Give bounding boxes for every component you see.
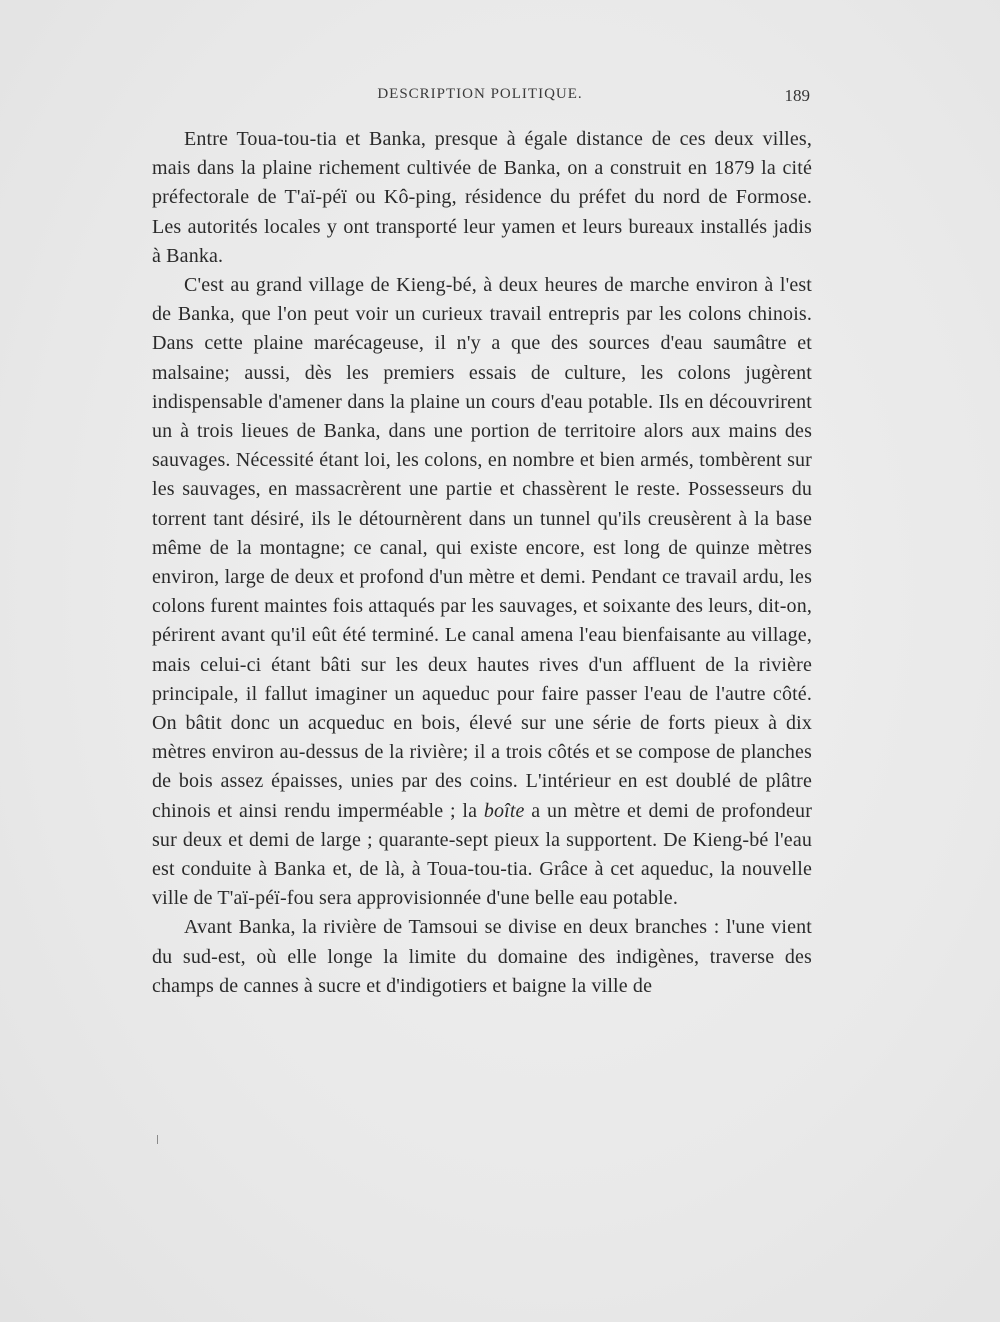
paragraph-3: Avant Banka, la rivière de Tamsoui se divise en deux branches : l'une vient du sud-est, où elle longe la limite du domaine des indigènes, traverse des champs de cannes à sucre et d'indigotiers et baigne la ville de xyxy=(152,916,812,997)
italic-word: boîte xyxy=(483,799,525,822)
paragraph-2-part-2: a un mètre et demi de profondeur sur deux et demi de large ; quarante-sept pieux la supportent. De Kieng-bé l'eau est conduite à Banka et, de là, à Toua-tou-tia. Grâce à cet aqueduc, la nouvelle ville de T'aï-péï-fou sera approvisionnée d'une belle eau potable. xyxy=(152,799,813,910)
paper-speck xyxy=(157,1135,158,1144)
paragraph-1: Entre Toua-tou-tia et Banka, presque à égale distance de ces deux villes, mais dans la plaine richement cultivée de Banka, on a construit en 1879 la cité préfectorale de T'aï-péï ou Kô-ping, résidence du préfet du nord de Formose. Les autorités locales y ont transporté leur yamen et leurs bureaux installés jadis à Banka. xyxy=(152,128,812,267)
paragraph-2-part-1: C'est au grand village de Kieng-bé, à deux heures de marche environ à l'est de Banka, que l'on peut voir un curieux travail entrepris par les colons chinois. Dans cette plaine marécageuse, il n'y a que des sources d'eau saumâtre et malsaine; aussi, dès les premiers essais de culture, les colons jugèrent indispensable d'amener dans la plaine un cours d'eau potable. Ils en découvrirent un à trois lieues de Banka, dans une portion de territoire alors aux mains des sauvages. Nécessité étant loi, les colons, en nombre et bien armés, tombèrent sur les sauvages, en massacrèrent une partie et chassèrent le reste. Possesseurs du torrent tant désiré, ils le détournèrent dans un tunnel qu'ils creusèrent à la base même de la montagne; ce canal, qui existe encore, est long de quinze mètres environ, large de deux et profond d'un mètre et demi. Pendant ce travail ardu, les colons furent maintes fois attaqués par les sauvages, et soixante des leurs, dit-on, périrent avant qu'il eût été terminé. Le canal amena l'eau bienfaisante au village, mais celui-ci étant bâti sur les deux hautes rives d'un affluent de la rivière principale, il fallut imaginer un aqueduc pour faire passer l'eau de l'autre côté. On bâtit donc un acqueduc en bois, élevé sur une série de forts pieux à dix mètres environ au-dessus de la rivière; il a trois côtés et se compose de planches de bois assez épaisses, unies par des coins. L'intérieur en est doublé de plâtre chinois et ainsi rendu imperméable ; la xyxy=(152,274,812,822)
paragraph-2 xyxy=(152,271,812,913)
running-head xyxy=(150,86,810,112)
page-number: 189 xyxy=(784,86,810,105)
body-text xyxy=(152,125,812,1001)
running-title: DESCRIPTION POLITIQUE. xyxy=(377,86,583,102)
